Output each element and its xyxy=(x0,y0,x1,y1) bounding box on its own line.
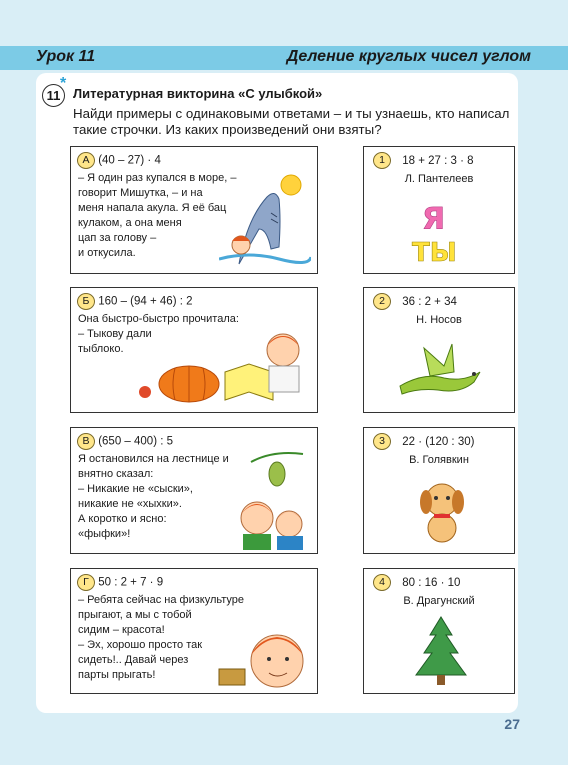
quote-card-b xyxy=(70,287,318,413)
quote-expression xyxy=(77,293,193,310)
author-name: Л. Пантелеев xyxy=(404,173,474,185)
puppy-illustration-icon xyxy=(414,478,470,548)
quote-text: Я остановился на лестнице и внятно сказал: – Никакие не «сыски», никакие не «хыхки». А коротко и ясно: «фыфки»! xyxy=(78,453,229,540)
star-icon: * xyxy=(60,75,67,92)
task-number: 11 xyxy=(42,84,65,107)
task-text: Найди примеры с одинаковыми ответами – и ты узнаешь, кто написал такие строчки. Из каких произведений они взяты? xyxy=(73,106,510,137)
author-expression xyxy=(373,152,474,169)
author-name: В. Голявкин xyxy=(409,454,469,466)
quote-text: Она быстро-быстро прочитала: – Тыкову дали тыблоко. xyxy=(78,313,239,355)
author-number-badge: 4 xyxy=(373,574,391,591)
page-number: 27 xyxy=(504,716,520,732)
author-card-4 xyxy=(363,568,515,694)
lesson-topic: Деление круглых чисел углом xyxy=(286,48,531,65)
expression-text: 160 – (94 + 46) : 2 xyxy=(98,295,193,308)
expression-text: (650 – 400) : 5 xyxy=(98,435,174,448)
author-expression xyxy=(373,574,460,591)
task-title: Литературная викторина «С улыбкой» xyxy=(73,86,323,101)
expression-text: 36 : 2 + 34 xyxy=(402,295,457,308)
author-name: Н. Носов xyxy=(416,314,462,326)
quote-expression xyxy=(77,152,161,169)
expression-text: 80 : 16 · 10 xyxy=(402,576,461,589)
expression-text: 18 + 27 : 3 · 8 xyxy=(402,154,474,167)
author-card-2 xyxy=(363,287,515,413)
author-card-1 xyxy=(363,146,515,274)
author-number-badge: 3 xyxy=(373,433,391,450)
lesson-label: Урок 11 xyxy=(36,48,96,65)
quote-letter-badge: В xyxy=(77,433,95,450)
boys-pinecone-illustration-icon xyxy=(233,444,313,550)
quote-letter-badge: Б xyxy=(77,293,95,310)
fir-tree-illustration-icon xyxy=(412,615,470,689)
author-expression xyxy=(373,433,474,450)
author-name: В. Драгунский xyxy=(403,595,475,607)
quote-letter-badge: Г xyxy=(77,574,95,591)
dragon-illustration-icon xyxy=(394,342,484,398)
author-expression xyxy=(373,293,457,310)
ya-ty-letters-icon xyxy=(408,195,472,267)
author-card-3 xyxy=(363,427,515,554)
quote-text: – Ребята сейчас на физкультуре прыгают, а мы с тобой сидим – красота! – Эх, хорошо просто так сидеть!.. Давай через парты прыгать! xyxy=(78,594,245,681)
author-number-badge: 1 xyxy=(373,152,391,169)
quote-card-d xyxy=(70,568,318,694)
expression-text: 50 : 2 + 7 · 9 xyxy=(98,576,164,589)
author-number-badge: 2 xyxy=(373,293,391,310)
boy-desk-illustration-icon xyxy=(217,621,313,689)
quote-expression xyxy=(77,433,173,450)
quote-letter-badge: А xyxy=(77,152,95,169)
quote-card-c xyxy=(70,427,318,554)
shark-illustration-icon xyxy=(219,169,311,269)
expression-text: 22 · (120 : 30) xyxy=(402,435,475,448)
letter-ty-text: ТЫ xyxy=(412,238,457,267)
quote-expression xyxy=(77,574,163,591)
quote-card-a xyxy=(70,146,318,274)
pumpkin-book-illustration-icon xyxy=(137,326,313,406)
quote-text: – Я один раз купался в море, – говорит Мишутка, – и на меня напала акула. Я её бац кулаком, а она меня цап за голову – и откусила. xyxy=(78,172,237,259)
expression-text: (40 – 27) · 4 xyxy=(98,154,161,167)
letter-ya-text: Я xyxy=(422,202,446,237)
